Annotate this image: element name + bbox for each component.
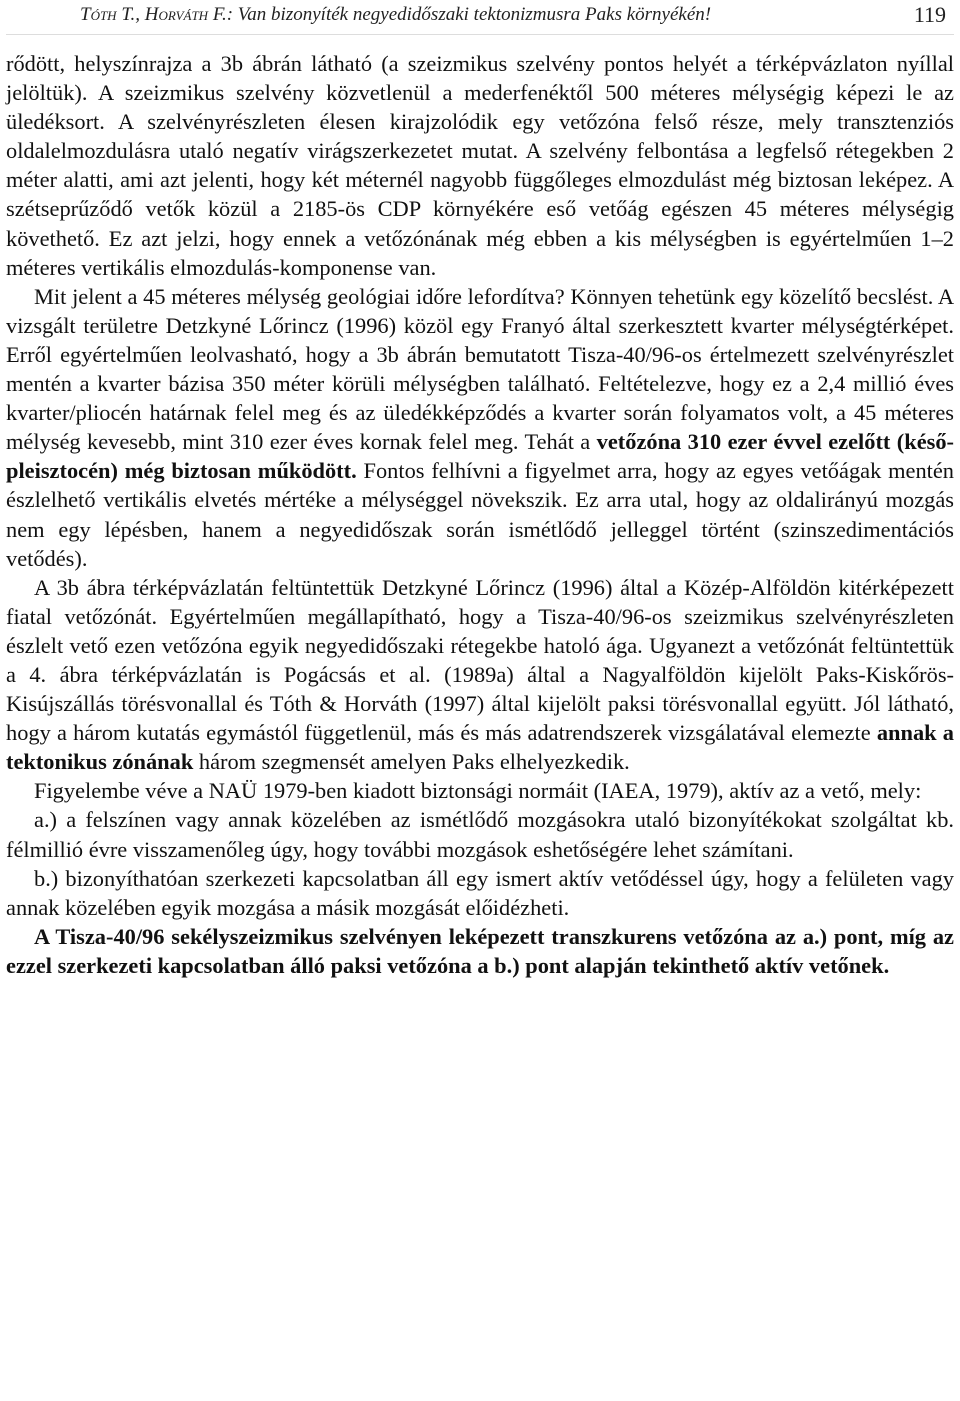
paragraph	[6, 573, 954, 777]
list-item-b: b.) bizonyíthatóan szerkezeti kapcsolatban áll egy ismert aktív vetődéssel úgy, hogy a felületen vagy annak közelében egyik mozgása a másik mozgását előidézheti.	[6, 865, 954, 920]
paragraph: Figyelembe véve a NAÜ 1979-ben kiadott biztonsági normáit (IAEA, 1979), aktív az a vető, mely:	[34, 778, 922, 804]
author-name: Horváth	[144, 4, 209, 25]
emphasis-text: annak a tektonikus zónának	[6, 720, 954, 775]
author-name: Tóth	[80, 4, 117, 25]
running-head-text	[80, 4, 711, 26]
author-initial: T.,	[116, 4, 145, 25]
page-number: 119	[913, 2, 946, 27]
text-run: Fontos felhívni a figyelmet arra, hogy az egyes vetőágak mentén észlelhető vertikális elvetés mértéke a mélységgel növekszik. Ez arra utal, hogy az oldalirányú mozgás nem egy lépésben, hanem a negyedidőszak során ismétlődő jelleggel történt (szinszedimentációs vetődés).	[6, 458, 954, 571]
emphasis-text: vetőzóna 310 ezer évvel ezelőtt (késő-pleisztocén) még biztosan működött.	[6, 429, 954, 484]
paragraph: rődött, helyszínrajza a 3b ábrán látható (a szeizmikus szelvény pontos helyét a térképvázlaton nyíllal jelöltük). A szeizmikus szelvény közvetlenül a mederfenéktől 500 méteres mélységig képezi le az üledéksort. A szelvényrészleten élesen kirajzolódik egy vetőzóna felső része, mely transztenziós oldalelmozdulásra utaló negatív virágszerkezetet mutat. A szelvény felbontása a legfelső rétegekben 2 méter alatti, ami azt jelenti, hogy két méternél nagyobb függőleges elmozdulást még biztosan leképez. A szétseprűződő vetők közül a 2185-ös CDP környékére eső vetőág egészen 45 méteres mélységig követhető. Ez azt jelzi, hogy ennek a vetőzónának még ebben a kis mélységben is egyértelműen 1–2 méteres vertikális elmozdulás-komponense van.	[6, 51, 954, 280]
list-item-a: a.) a felszínen vagy annak közelében az ismétlődő mozgásokra utaló bizonyítékokat szolgáltat kb. félmillió évre visszamenőleg úgy, hogy további mozgások eshetőségére lehet számítani.	[6, 807, 954, 862]
conclusion-paragraph: A Tisza-40/96 sekélyszeizmikus szelvényen leképezett transzkurens vetőzóna az a.) pont, míg az ezzel szerkezeti kapcsolatban álló paksi vetőzóna a b.) pont alapján tekinthető aktív vetőnek.	[6, 923, 954, 978]
running-header	[6, 0, 954, 35]
text-run: A 3b ábra térképvázlatán feltüntettük Detzkyné Lőrincz (1996) által a Közép-Alföldön kitérképezett fiatal vetőzónát. Egyértelműen megállapítható, hogy a Tisza-40/96-os szeizmikus szelvényrészleten észlelt vető ezen vetőzóna egyik negyedidőszaki rétegekbe hatoló ága. Ugyanezt a vetőzónát feltüntettük a 4. ábra térképvázlatán is Pogácsás et al. (1989a) által a Nagyalföldön kijelölt Paks-Kiskőrös-Kisújszállás törésvonallal és Tóth & Horváth (1997) által kijelölt paksi törésvonallal együtt. Jól látható, hogy a három kutatás egymástól függetlenül, más és más adatrendszerek vizsgálatával elemezte	[6, 574, 954, 746]
paragraph	[6, 282, 954, 573]
article-title: F.: Van bizonyíték negyedidőszaki tektonizmusra Paks környékén!	[208, 4, 712, 25]
text-run: Mit jelent a 45 méteres mélység geológiai időre lefordítva? Könnyen tehetünk egy közelítő becslést. A vizsgált területre Detzkyné Lőrincz (1996) közöl egy Franyó által szerkesztett kvarter mélységtérképet. Erről egyértelműen leolvasható, hogy a 3b ábrán bemutatott Tisza-40/96-os értelmezett szelvényrészlet mentén a kvarter bázisa 350 méter körüli mélységben található. Feltételezve, hogy ez a 2,4 millió éves kvarter/pliocén határnak felel meg és az üledékképződés a kvarter során folyamatos volt, a 45 méteres mélység kevesebb, mint 310 ezer éves kornak felel meg. Tehát a	[6, 283, 954, 455]
body-text	[6, 49, 954, 980]
text-run: három szegmensét amelyen Paks elhelyezkedik.	[193, 749, 630, 775]
